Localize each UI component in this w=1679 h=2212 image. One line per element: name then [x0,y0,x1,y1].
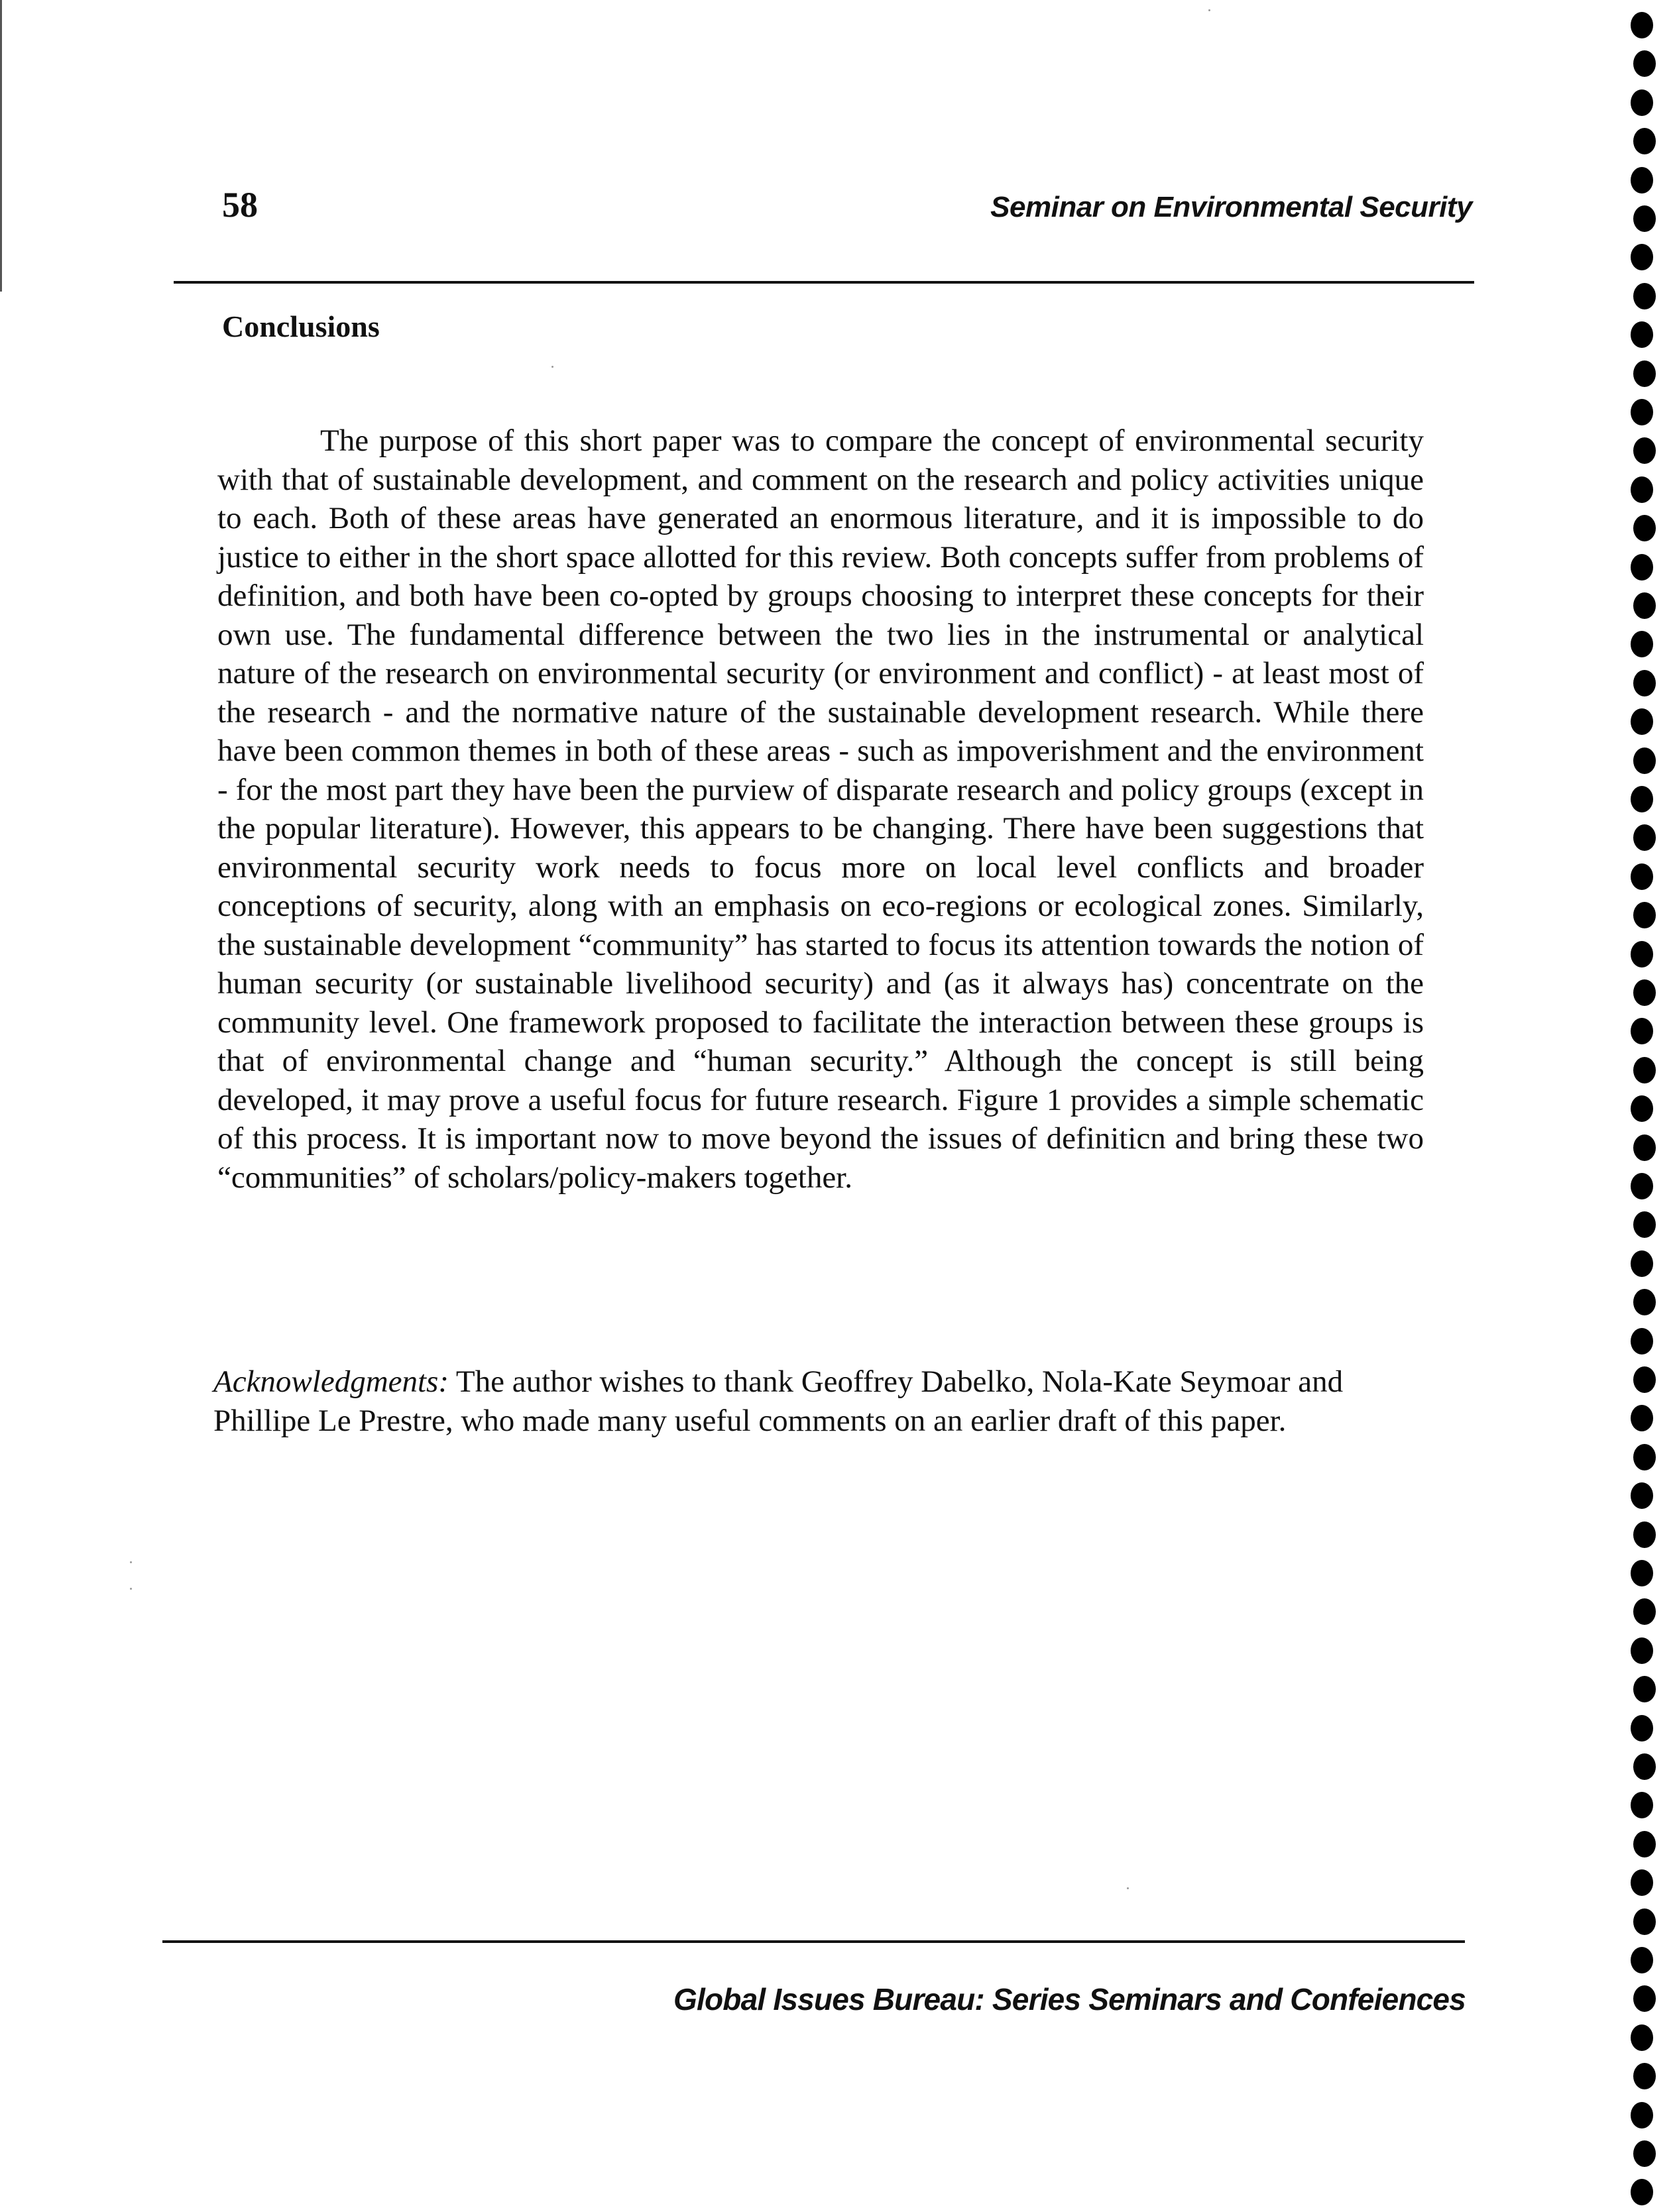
binding-hole [1631,399,1653,425]
acknowledgments-label: Acknowledgments: [213,1364,449,1399]
binding-hole [1631,12,1653,38]
binding-hole [1631,1095,1653,1122]
spiral-binding-holes [1629,0,1669,2212]
binding-hole [1631,476,1653,503]
acknowledgments [213,1362,1407,1440]
binding-hole [1633,1211,1656,1238]
footer-text: Global Issues Bureau: Series Seminars and Confeiences [673,1982,1466,2017]
binding-hole [1631,1715,1653,1742]
scan-speck [130,1588,132,1590]
binding-hole [1633,1831,1656,1857]
binding-hole [1631,1869,1653,1896]
scan-speck [1208,9,1210,11]
binding-hole [1631,2179,1653,2205]
binding-hole [1631,244,1653,270]
binding-hole [1633,1289,1656,1315]
binding-hole [1633,1985,1656,2012]
binding-hole [1631,2102,1653,2129]
binding-hole [1631,1173,1653,1199]
binding-hole [1631,1018,1653,1044]
binding-hole [1633,1676,1656,1702]
binding-hole [1631,2024,1653,2051]
binding-hole [1631,631,1653,657]
binding-hole [1631,786,1653,812]
binding-hole [1633,205,1656,232]
binding-hole [1633,979,1656,1006]
binding-hole [1631,554,1653,581]
binding-hole [1633,1057,1656,1083]
binding-hole [1633,128,1656,154]
page-number: 58 [222,185,258,225]
binding-hole [1631,708,1653,735]
running-head: Seminar on Environmental Security [990,191,1472,223]
binding-hole [1633,2140,1656,2167]
binding-hole [1633,1908,1656,1935]
scan-speck [1127,1887,1129,1889]
binding-hole [1631,321,1653,348]
binding-hole [1631,1792,1653,1818]
binding-hole [1633,902,1656,928]
header-rule [174,281,1474,284]
page-left-edge [0,0,2,292]
footer-rule [162,1940,1465,1943]
binding-hole [1631,1947,1653,1973]
binding-hole [1633,1444,1656,1470]
binding-hole [1631,89,1653,116]
binding-hole [1631,1637,1653,1664]
acknowledgments-text: The author wishes to thank Geoffrey Dabelko, Nola-Kate Seymoar and Phillipe Le Prestre, who made many useful comments on an earlier draft of this paper. [213,1364,1344,1438]
binding-hole [1633,50,1656,77]
binding-hole [1633,1134,1656,1161]
binding-hole [1633,283,1656,309]
binding-hole [1633,747,1656,774]
body-paragraph: The purpose of this short paper was to compare the concept of environmental security with that of sustainable development, and comment on the research and policy activities unique to each. Both of these areas have generated an enormous literature, and it is impossible to do justice to either in the short space allotted for this review. Both concepts suffer from problems of definition, and both have been co-opted by groups choosing to interpret these concepts for their own use. The fundamental difference between the two lies in the instrumental or analytical nature of the research on environmental security (or environment and conflict) - at least most of the research - and the normative nature of the sustainable development research. While there have been common themes in both of these areas - such as impoverishment and the environment - for the most part they have been the purview of disparate research and policy groups (except in the popular literature). However, this appears to be changing. There have been suggestions that environmental security work needs to focus more on local level conflicts and broader conceptions of security, along with an emphasis on eco-regions or ecological zones. Similarly, the sustainable development “community” has started to focus its attention towards the notion of human security (or sustainable livelihood security) and (as it always has) concentrate on the community level. One framework proposed to facilitate the interaction between these groups is that of environmental change and “human security.” Although the concept is still being developed, it may prove a useful focus for future research. Figure 1 provides a simple schematic of this process. It is important now to move beyond the issues of definiticn and bring these two “communities” of scholars/policy-makers together. [217,423,1424,1195]
binding-hole [1631,1328,1653,1355]
scan-speck [130,1561,132,1563]
binding-hole [1633,1366,1656,1393]
binding-hole [1631,941,1653,968]
binding-hole [1633,515,1656,541]
binding-hole [1631,863,1653,890]
binding-hole [1633,1521,1656,1548]
binding-hole [1631,1250,1653,1277]
binding-hole [1631,1405,1653,1431]
binding-hole [1633,360,1656,387]
binding-hole [1633,670,1656,696]
binding-hole [1633,824,1656,851]
binding-hole [1633,592,1656,619]
binding-hole [1631,1560,1653,1586]
binding-hole [1631,167,1653,194]
binding-hole [1633,1753,1656,1780]
binding-hole [1633,437,1656,464]
binding-hole [1633,2063,1656,2089]
scan-speck [551,366,553,368]
binding-hole [1631,1482,1653,1509]
section-title: Conclusions [222,309,380,343]
binding-hole [1633,1598,1656,1625]
